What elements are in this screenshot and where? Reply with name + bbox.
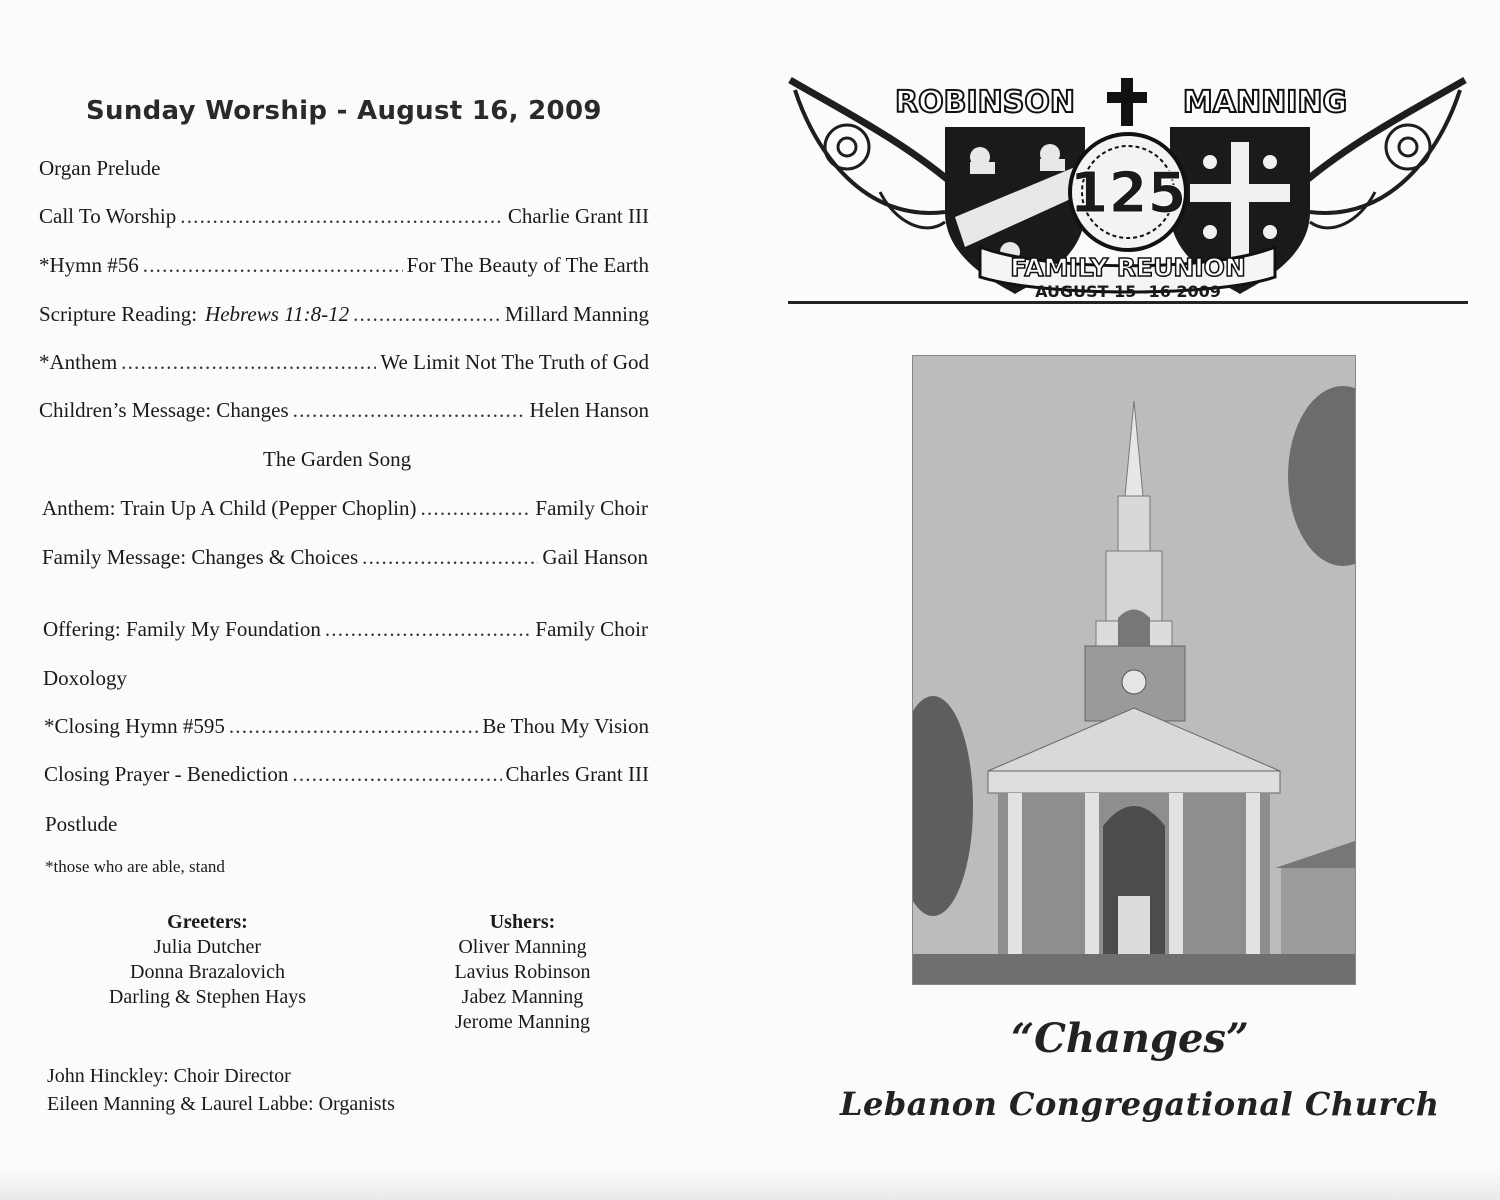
item-label: Offering: Family My Foundation: [43, 617, 321, 641]
anniversary-number: 125: [1069, 161, 1187, 226]
program-item-doxology: Doxology: [43, 666, 127, 690]
crest-divider: [788, 301, 1468, 304]
usher-name: Oliver Manning: [458, 936, 587, 958]
crest-left-name: ROBINSON: [895, 85, 1075, 120]
reunion-banner-text: FAMILY REUNION: [1010, 253, 1246, 282]
program-item-anthem-train-up: [42, 496, 648, 524]
church-illustration: [913, 356, 1355, 984]
ushers-heading: Ushers:: [489, 911, 556, 933]
program-item-anthem: [39, 350, 649, 378]
leader-dots: [180, 204, 504, 229]
reunion-crest: [785, 72, 1470, 312]
choir-director-credit: John Hinckley: Choir Director: [47, 1065, 291, 1087]
usher-name: Lavius Robinson: [454, 961, 591, 983]
item-participant: We Limit Not The Truth of God: [380, 350, 649, 374]
item-participant: Be Thou My Vision: [482, 714, 649, 738]
greeter-name: Julia Dutcher: [153, 936, 262, 958]
usher-name: Jabez Manning: [461, 986, 584, 1008]
item-participant: Gail Hanson: [542, 545, 648, 569]
item-participant: Millard Manning: [504, 302, 649, 326]
reunion-dates: AUGUST 15 -16 2009: [1035, 282, 1221, 301]
program-item-organ-prelude: Organ Prelude: [39, 156, 161, 180]
item-label: Closing Prayer - Benediction: [44, 762, 289, 786]
usher-name: Jerome Manning: [455, 1011, 590, 1033]
item-participant: Charles Grant III: [505, 762, 649, 786]
theme-tagline: “Changes”: [1011, 1015, 1249, 1062]
item-label: *Hymn #56: [39, 253, 139, 277]
item-label: Children’s Message: Changes: [39, 398, 289, 422]
ushers-list: [410, 910, 635, 1035]
item-participant: Charlie Grant III: [507, 204, 649, 228]
church-photo: [912, 355, 1356, 985]
greeter-name: Darling & Stephen Hays: [108, 986, 307, 1008]
program-item-closing-prayer: [44, 762, 649, 790]
item-label: *Closing Hymn #595: [44, 714, 225, 738]
leader-dots: [229, 714, 479, 739]
item-participant: For The Beauty of The Earth: [406, 253, 649, 277]
program-item-hymn-56: [39, 253, 649, 281]
standing-note: *those who are able, stand: [45, 857, 225, 876]
leader-dots: [353, 302, 501, 327]
leader-dots: [121, 350, 376, 375]
item-label: Family Message: Changes & Choices: [42, 545, 359, 569]
program-item-postlude: Postlude: [45, 812, 118, 836]
crest-right-name: MANNING: [1182, 85, 1348, 120]
leader-dots: [292, 762, 501, 787]
greeters-heading: Greeters:: [167, 911, 248, 933]
leader-dots: [143, 253, 403, 278]
scripture-reference: Hebrews 11:8-12: [205, 302, 350, 326]
music-credits: [47, 1062, 395, 1118]
program-item-childrens-message: [39, 398, 649, 426]
leader-dots: [362, 545, 538, 570]
leader-dots: [325, 617, 532, 642]
cross-icon: [1107, 78, 1147, 126]
program-item-garden-song: The Garden Song: [263, 447, 412, 471]
program-item-offering: [43, 617, 648, 645]
item-participant: Helen Hanson: [529, 398, 649, 422]
church-name: Lebanon Congregational Church: [840, 1085, 1440, 1123]
item-participant: Family Choir: [535, 496, 648, 520]
scan-edge: [0, 1170, 1500, 1200]
item-label: Call To Worship: [39, 204, 177, 228]
greeter-name: Donna Brazalovich: [130, 961, 285, 983]
item-label: Scripture Reading:: [39, 302, 198, 326]
organists-credit: Eileen Manning & Laurel Labbe: Organists: [47, 1093, 395, 1115]
program-item-scripture-reading: [39, 302, 649, 330]
program-item-closing-hymn: [44, 714, 649, 742]
item-label: Anthem: Train Up A Child (Pepper Choplin): [42, 496, 417, 520]
program-title: Sunday Worship - August 16, 2009: [86, 96, 602, 126]
item-label: *Anthem: [39, 350, 118, 374]
item-participant: Family Choir: [535, 617, 648, 641]
clock-icon: [1122, 670, 1146, 694]
leader-dots: [421, 496, 532, 521]
greeters-list: [60, 910, 355, 1010]
leader-dots: [293, 398, 526, 423]
program-item-call-to-worship: [39, 204, 649, 232]
program-item-family-message: [42, 545, 648, 573]
